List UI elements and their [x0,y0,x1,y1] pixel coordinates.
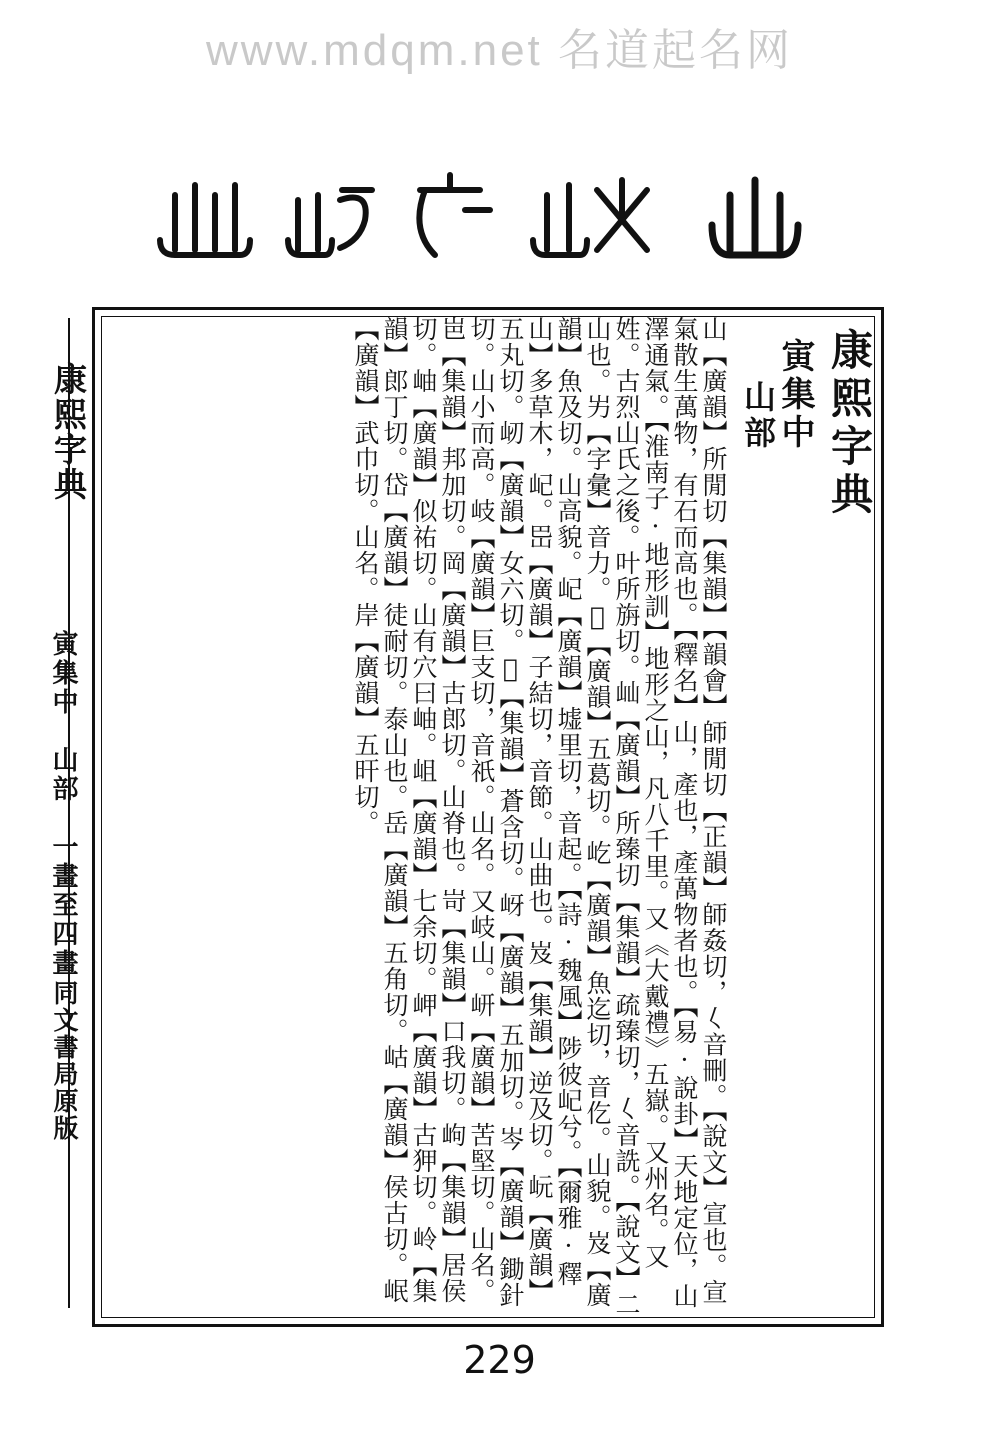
seal-glyph-1 [150,170,260,260]
margin-section-info: 寅集中 山部 一畫至四畫 [48,630,78,978]
radical-heading: 山部 [739,380,777,452]
volume-section: 寅集中 [775,338,815,452]
page-number: 229 [463,1338,536,1382]
seal-script-row [0,170,999,260]
margin-publisher: 同文書局原版 [50,980,79,1142]
seal-glyph-3 [400,170,500,260]
book-title: 康熙字典 [825,328,874,520]
watermark-text: www.mdqm.net 名道起名网 [206,26,793,75]
dictionary-body-text: 山【廣韻】所閒切【集韻】【韻會】師閒切【正韻】師姦切，𡿨音刪。【說文】宣也。宣氣散生萬物，有石而高也。【釋名】山，產也，產萬物者也。【易·說卦】天地定位，山澤通氣。【淮南子·地形訓】地形之山，凡八千里。又《大戴禮》五嶽。又州名。又姓。古烈山氏之後。叶所旃切。屾【廣韻】所臻切【集韻】疏臻切，𡿨音詵。【說文】二山也。屴【字彙】音力。𡵂【廣韻】五葛切。屹【廣韻】魚迄切，音仡。山貌。岌【廣韻】魚及切。山高貌。屺【廣韻】墟里切，音起。【詩·魏風】陟彼屺兮。【爾雅·釋山】多草木，屺。岊【廣韻】子結切，音節。山曲也。岌【集韻】逆及切。岏【廣韻】五丸切。屻【廣韻】女六切。𡶊【集韻】蒼含切。岈【廣韻】五加切。岑【廣韻】鋤針切。山小而高。岐【廣韻】巨支切，音祇。山名。又岐山。岍【廣韻】苦堅切。山名。岜【集韻】邦加切。岡【廣韻】古郎切。山脊也。岢【集韻】口我切。岣【集韻】居侯切。岫【廣韻】似祐切。山有穴曰岫。岨【廣韻】七余切。岬【廣韻】古狎切。岭【集韻】郎丁切。岱【廣韻】徒耐切。泰山也。岳【廣韻】五角切。岵【廣韻】侯古切。岷【廣韻】武巾切。山名。岸【廣韻】五旰切。 [351,316,728,1318]
seal-glyph-2 [280,170,380,260]
margin-book-title: 康熙字典 [49,362,88,502]
seal-glyph-5 [700,170,810,260]
seal-glyph-4 [525,170,655,260]
